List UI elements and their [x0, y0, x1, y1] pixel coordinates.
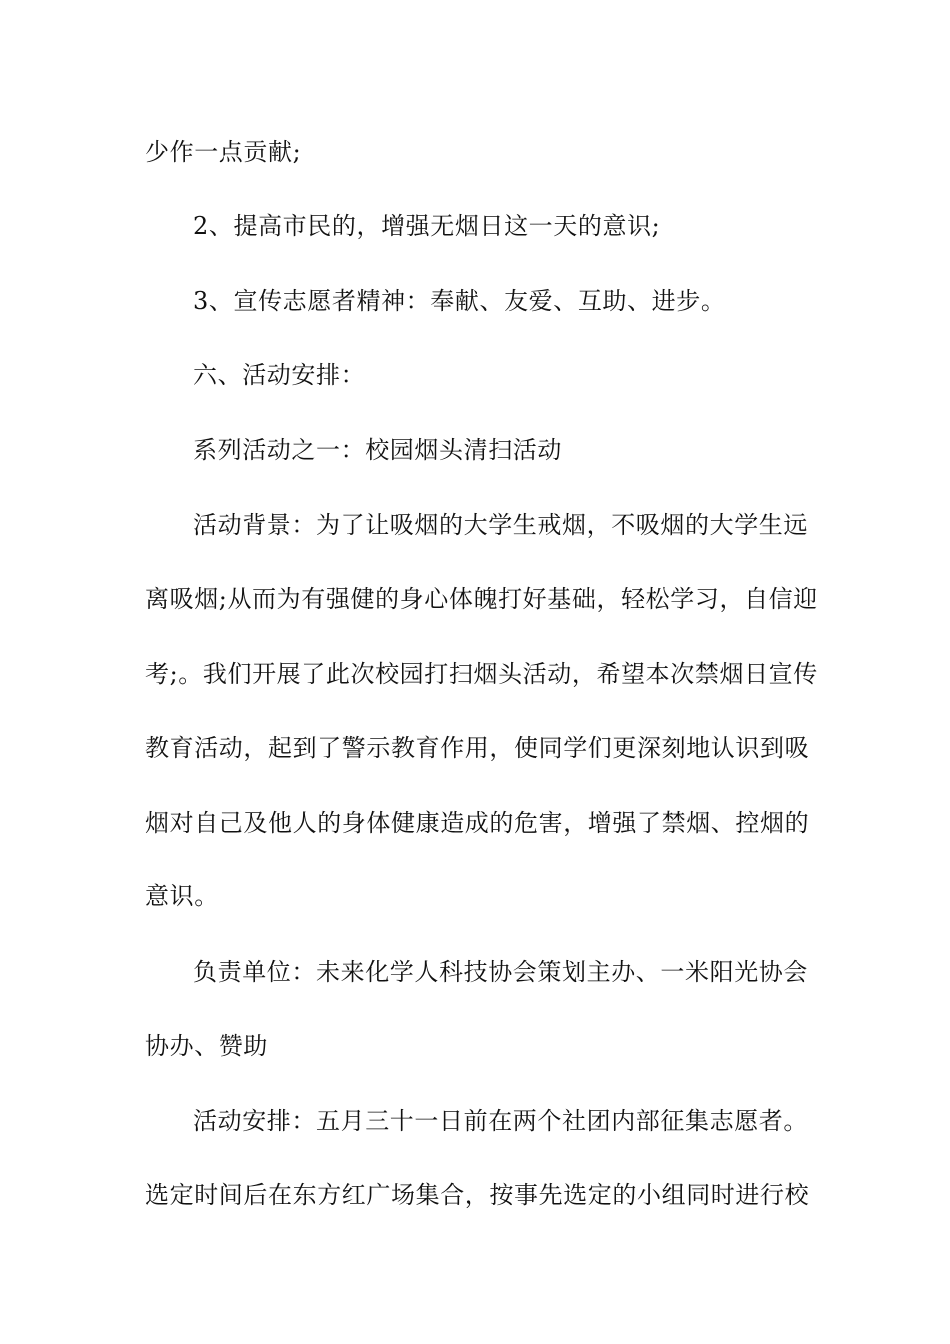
- text-line: 协办、赞助: [145, 1032, 268, 1060]
- text-line: 活动安排：五月三十一日前在两个社团内部征集志愿者。: [193, 1107, 808, 1135]
- text-line: 3、宣传志愿者精神：奉献、友爱、互助、进步。: [193, 287, 726, 315]
- text-line: 少作一点贡献;: [145, 138, 302, 166]
- subsection-heading: 系列活动之一：校园烟头清扫活动: [193, 436, 562, 464]
- section-heading: 六、活动安排：: [193, 361, 366, 389]
- text-line: 烟对自己及他人的身体健康造成的危害，增强了禁烟、控烟的: [145, 809, 810, 837]
- text-line: 意识。: [145, 882, 219, 910]
- text-line: 离吸烟;从而为有强健的身心体魄打好基础，轻松学习，自信迎: [145, 585, 818, 613]
- text-line: 教育活动，起到了警示教育作用，使同学们更深刻地认识到吸: [145, 734, 810, 762]
- text-line: 活动背景：为了让吸烟的大学生戒烟，不吸烟的大学生远: [193, 511, 808, 539]
- text-line: 考;。我们开展了此次校园打扫烟头活动，希望本次禁烟日宣传: [145, 660, 818, 688]
- text-line: 选定时间后在东方红广场集合，按事先选定的小组同时进行校: [145, 1181, 810, 1209]
- text-line: 负责单位：未来化学人科技协会策划主办、一米阳光协会: [193, 958, 808, 986]
- text-line: 2、提高市民的，增强无烟日这一天的意识;: [193, 212, 661, 240]
